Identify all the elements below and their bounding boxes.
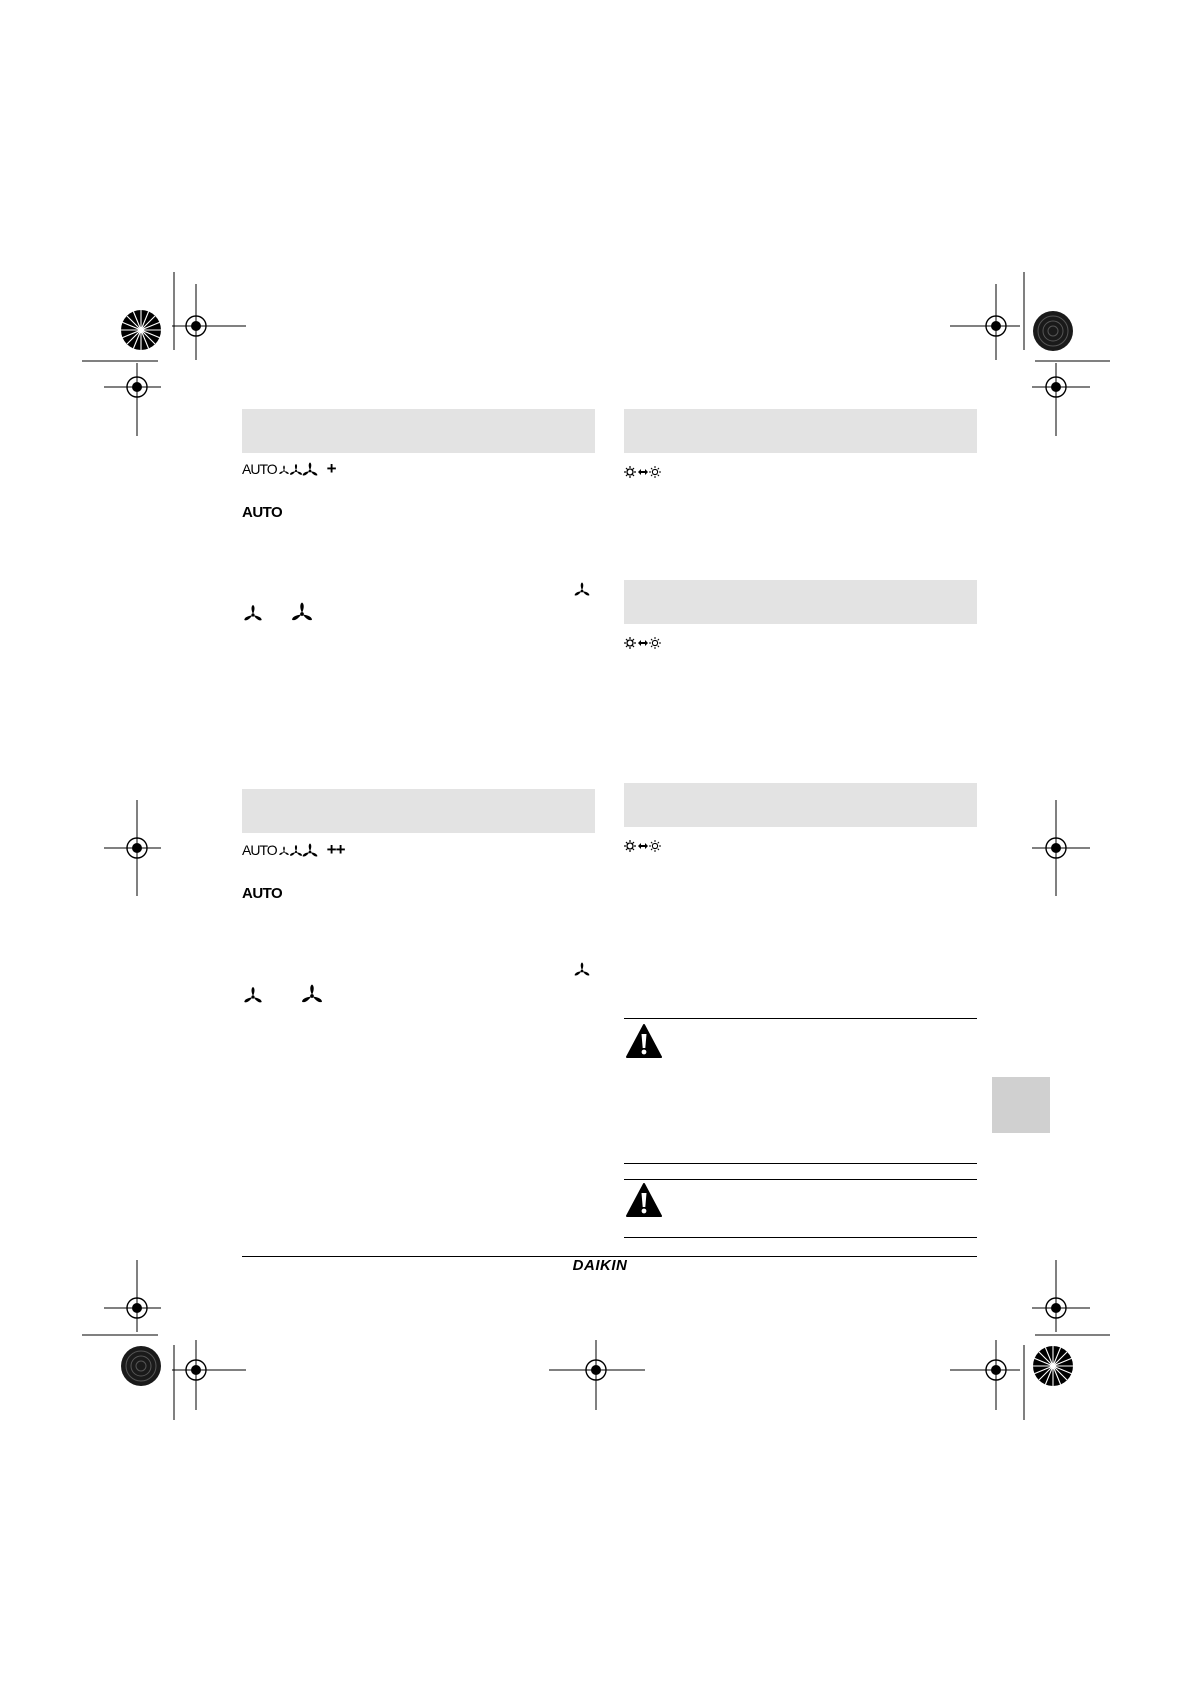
registration-crosshair <box>172 302 220 350</box>
daikin-logo <box>560 1257 640 1275</box>
double-plus-symbol: ++ <box>326 840 345 859</box>
warning-icon <box>626 1183 664 1219</box>
warning-top-rule <box>624 1018 977 1019</box>
fan-icon <box>289 464 302 475</box>
registration-crosshair <box>1032 363 1080 411</box>
auto-label: AUTO <box>242 885 283 902</box>
fan-speed-symbols <box>242 840 345 860</box>
fan-low-icon <box>572 580 592 600</box>
registration-crosshair <box>113 1284 161 1332</box>
fan-icon <box>302 844 318 858</box>
section-header-band <box>624 580 977 624</box>
fan-icon <box>278 466 288 475</box>
fan-icon <box>289 845 302 856</box>
sun-swap-icon <box>624 840 664 854</box>
warning-bottom-rule <box>624 1237 977 1238</box>
auto-label: AUTO <box>242 504 283 521</box>
fan-speed-icons <box>277 461 327 477</box>
sunburst-mark <box>121 310 161 350</box>
circular-mark <box>121 1346 161 1386</box>
daikin-logo-text: DAIKIN <box>572 1257 628 1274</box>
auto-symbol: AUTO <box>242 461 277 477</box>
registration-crosshair <box>972 302 1020 350</box>
plus-symbol: + <box>326 459 337 478</box>
fan-high-icon <box>290 602 314 626</box>
fan-speed-icons <box>277 842 327 858</box>
registration-crosshair <box>113 363 161 411</box>
fan-icon <box>302 463 318 477</box>
auto-symbol: AUTO <box>242 842 277 858</box>
section-header-band <box>624 409 977 453</box>
fan-high-icon <box>300 984 324 1008</box>
fan-icon <box>278 847 288 856</box>
sun-swap-icon <box>624 637 664 651</box>
fan-low-icon <box>572 960 592 980</box>
registration-crosshair <box>1032 824 1080 872</box>
fan-medium-icon <box>242 985 264 1007</box>
sunburst-mark <box>1033 1346 1073 1386</box>
chapter-side-tab <box>992 1077 1050 1133</box>
registration-crosshair <box>972 1346 1020 1394</box>
circular-mark <box>1033 311 1073 351</box>
warning-icon <box>626 1024 664 1060</box>
fan-speed-symbols <box>242 459 336 479</box>
registration-crosshair <box>172 1346 220 1394</box>
fan-medium-icon <box>242 603 264 625</box>
warning-top-rule <box>624 1179 977 1180</box>
section-header-band <box>242 409 595 453</box>
registration-crosshair <box>572 1346 620 1394</box>
section-header-band <box>242 789 595 833</box>
section-header-band <box>624 783 977 827</box>
registration-crosshair <box>113 824 161 872</box>
registration-crosshair <box>1032 1284 1080 1332</box>
warning-bottom-rule <box>624 1163 977 1164</box>
sun-swap-icon <box>624 466 664 480</box>
